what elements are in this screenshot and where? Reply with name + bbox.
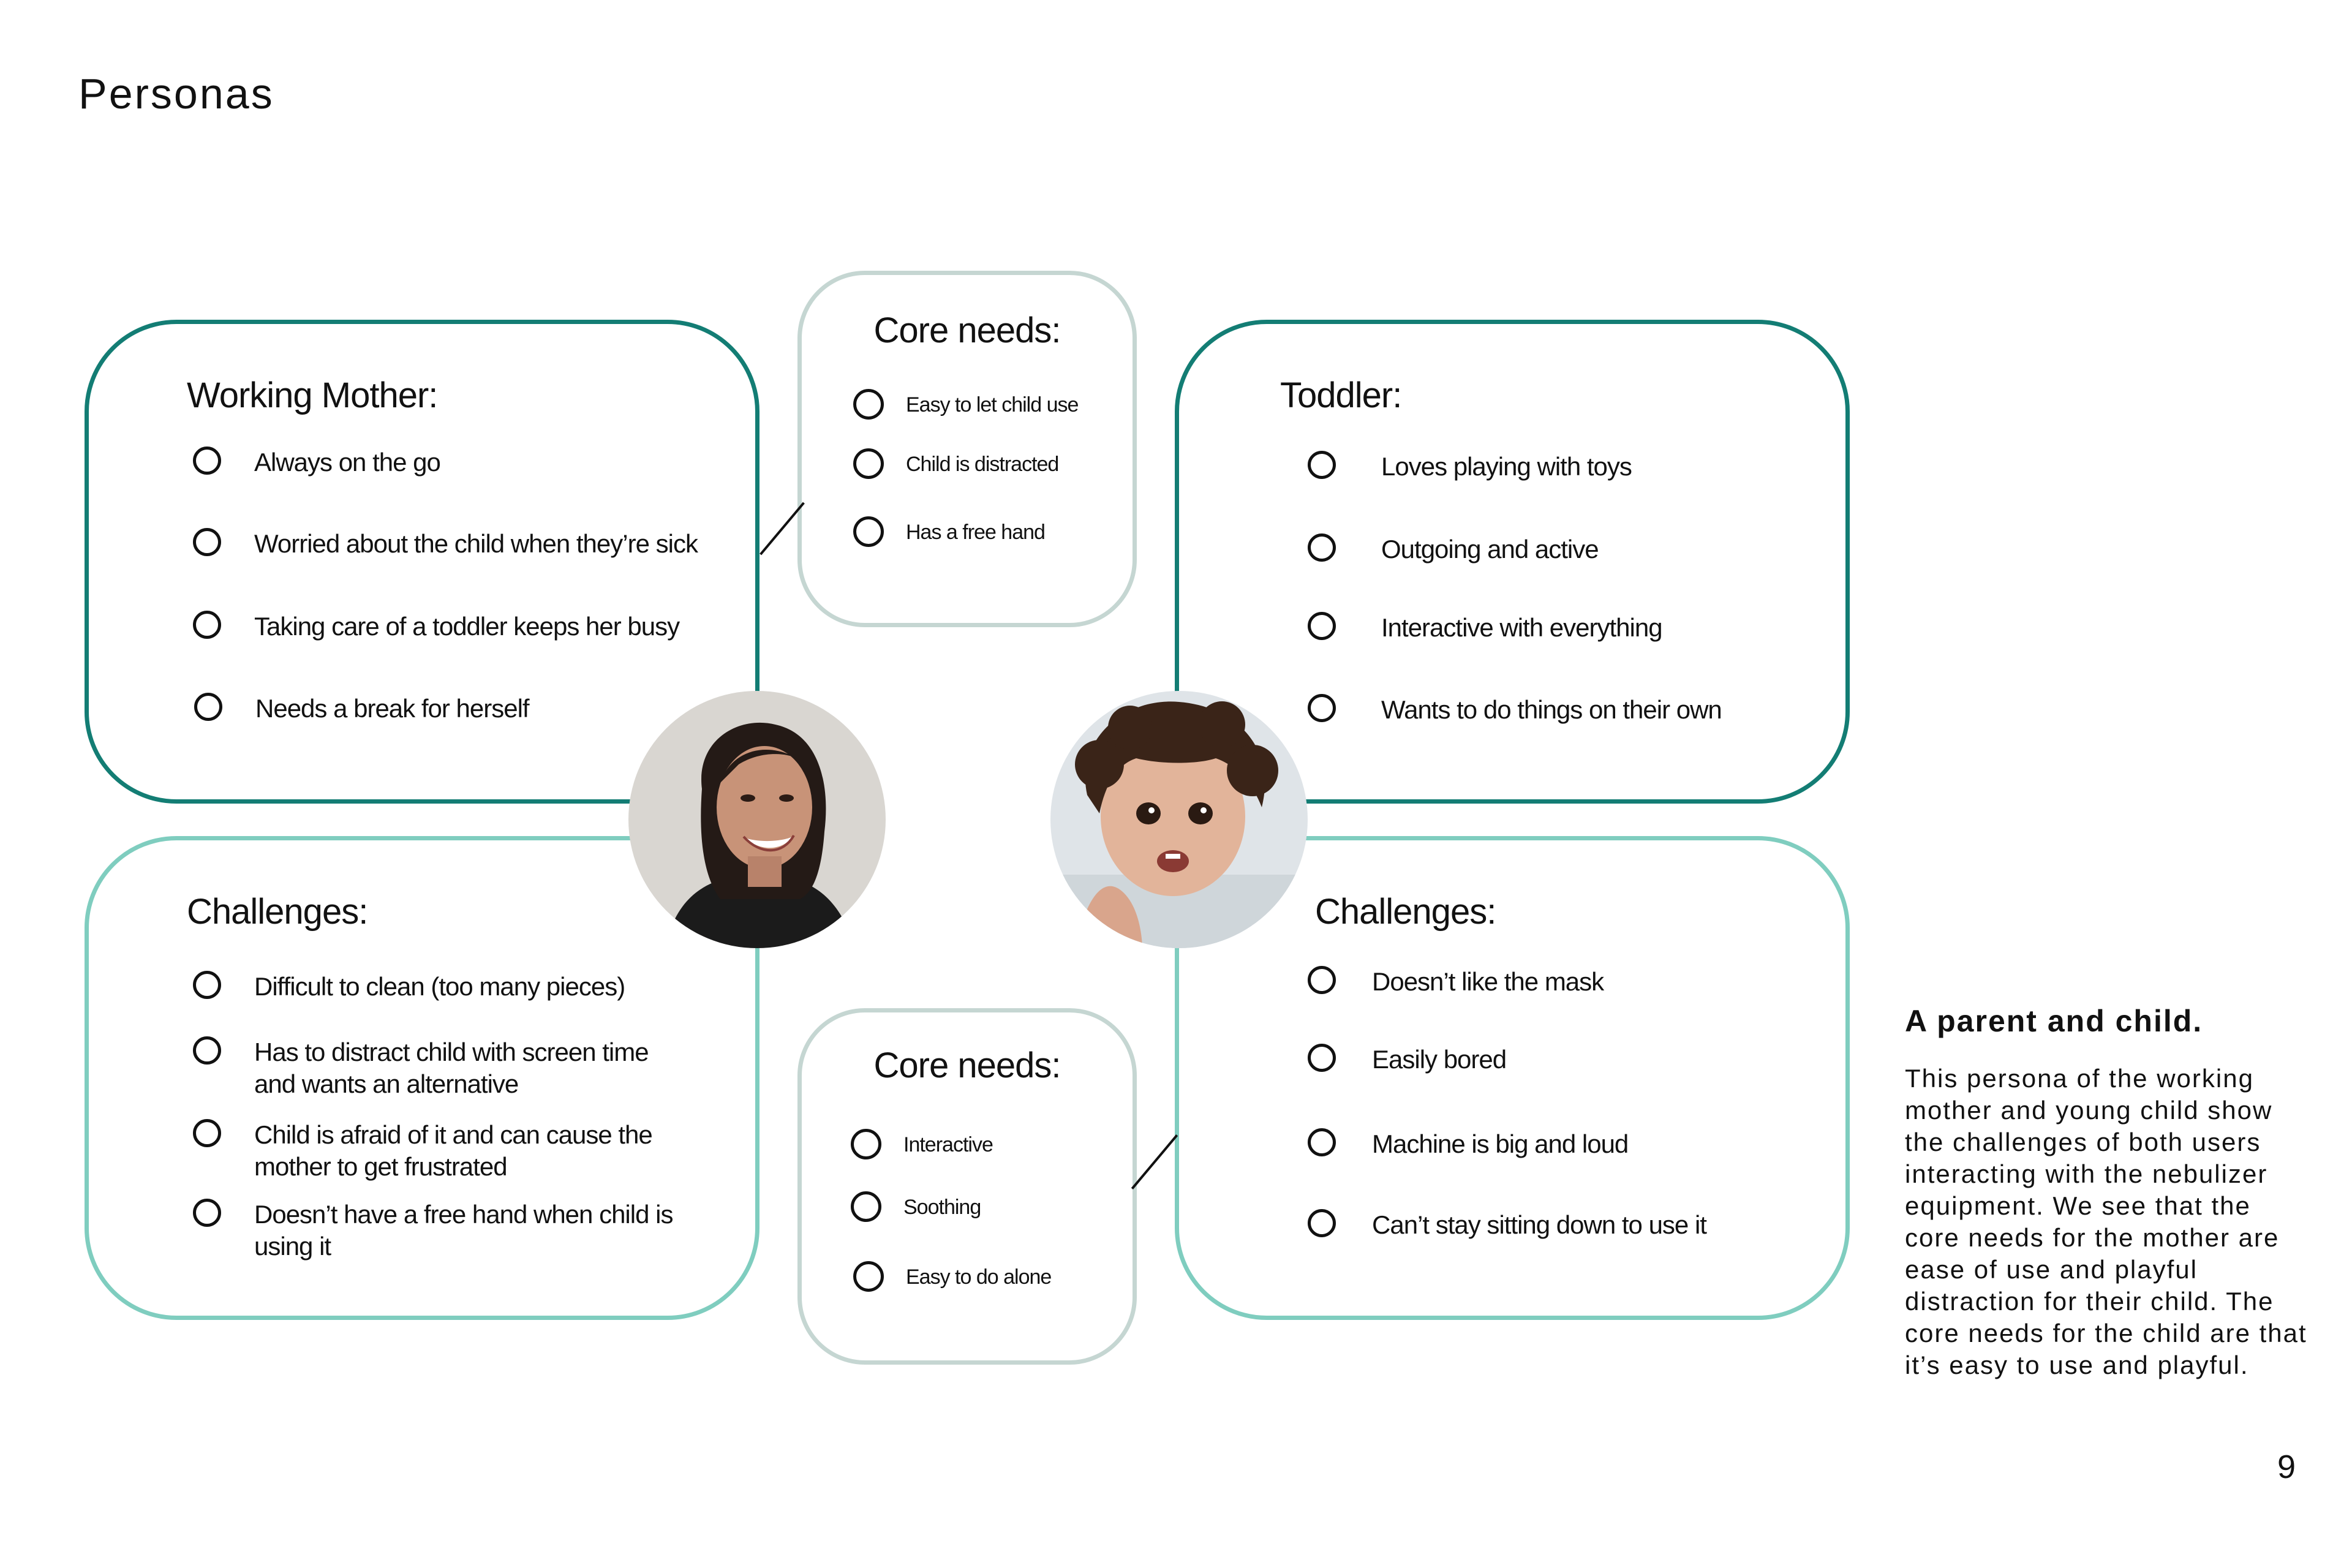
page-title: Personas (78, 70, 274, 118)
toddler-avatar (1050, 691, 1308, 948)
working-mother-title: Working Mother: (187, 375, 438, 415)
circle-outline-icon (193, 447, 221, 475)
summary (1905, 1005, 2309, 1381)
circle-outline-icon (194, 693, 222, 721)
toddler-core-needs-card (797, 1008, 1137, 1365)
list-item: Has to distract child with screen time and wants an alternative (254, 1036, 695, 1100)
list-item: Interactive (903, 1131, 993, 1158)
circle-outline-icon (193, 1199, 221, 1227)
list-item: Easily bored (1372, 1044, 1801, 1076)
circle-outline-icon (853, 1261, 884, 1292)
mother-challenges-card (85, 836, 760, 1320)
toddler-needs-connector (1131, 1134, 1178, 1189)
list-item: Can’t stay sitting down to use it (1372, 1209, 1801, 1241)
summary-body: This persona of the working mother and young child show the challenges of both users interacting with the nebulizer equipment. We see that the core needs for the mother are ease of use and playful distraction for their child. The core needs for the child are that it’s easy to use and playful. (1905, 1064, 2307, 1379)
circle-outline-icon (193, 971, 221, 999)
toddler-card (1175, 320, 1850, 804)
circle-outline-icon (1308, 694, 1336, 722)
mother-core-needs-card (797, 271, 1137, 627)
mother-core-needs-title: Core needs: (873, 311, 1061, 350)
list-item: Child is distracted (906, 451, 1058, 478)
list-item: Interactive with everything (1381, 612, 1810, 644)
toddler-challenges-card (1175, 836, 1850, 1320)
circle-outline-icon (1308, 612, 1336, 640)
circle-outline-icon (1308, 966, 1336, 994)
circle-outline-icon (1308, 1209, 1336, 1237)
list-item: Loves playing with toys (1381, 451, 1810, 483)
summary-heading: A parent and child. (1905, 1004, 2203, 1038)
list-item: Easy to let child use (906, 391, 1078, 418)
circle-outline-icon (193, 1119, 221, 1147)
list-item: Machine is big and loud (1372, 1128, 1801, 1160)
list-item: Needs a break for herself (255, 693, 623, 725)
working-mother-card (85, 320, 760, 804)
page-number: 9 (2277, 1449, 2296, 1485)
list-item: Always on the go (254, 447, 744, 478)
list-item: Difficult to clean (too many pieces) (254, 971, 695, 1003)
list-item: Taking care of a toddler keeps her busy (254, 611, 744, 643)
list-item: Doesn’t have a free hand when child is using it (254, 1199, 695, 1262)
mother-avatar (628, 691, 886, 948)
list-item: Wants to do things on their own (1381, 694, 1810, 726)
list-item: Has a free hand (906, 519, 1045, 546)
circle-outline-icon (853, 448, 884, 479)
list-item: Soothing (903, 1194, 981, 1221)
toddler-core-needs-title: Core needs: (873, 1046, 1061, 1085)
list-item: Worried about the child when they’re sick (254, 528, 744, 560)
list-item: Easy to do alone (906, 1264, 1051, 1291)
circle-outline-icon (853, 389, 884, 420)
circle-outline-icon (1308, 1044, 1336, 1072)
toddler-title: Toddler: (1280, 375, 1402, 415)
toddler-challenges-title: Challenges: (1315, 892, 1496, 932)
circle-outline-icon (193, 1036, 221, 1065)
circle-outline-icon (193, 528, 221, 556)
list-item: Doesn’t like the mask (1372, 966, 1801, 998)
circle-outline-icon (851, 1129, 881, 1159)
circle-outline-icon (1308, 1128, 1336, 1156)
circle-outline-icon (193, 611, 221, 639)
circle-outline-icon (851, 1191, 881, 1222)
list-item: Child is afraid of it and can cause the mother to get frustrated (254, 1119, 695, 1183)
list-item: Outgoing and active (1381, 533, 1810, 565)
circle-outline-icon (1308, 533, 1336, 562)
mother-challenges-title: Challenges: (187, 892, 368, 932)
circle-outline-icon (853, 516, 884, 547)
circle-outline-icon (1308, 451, 1336, 479)
